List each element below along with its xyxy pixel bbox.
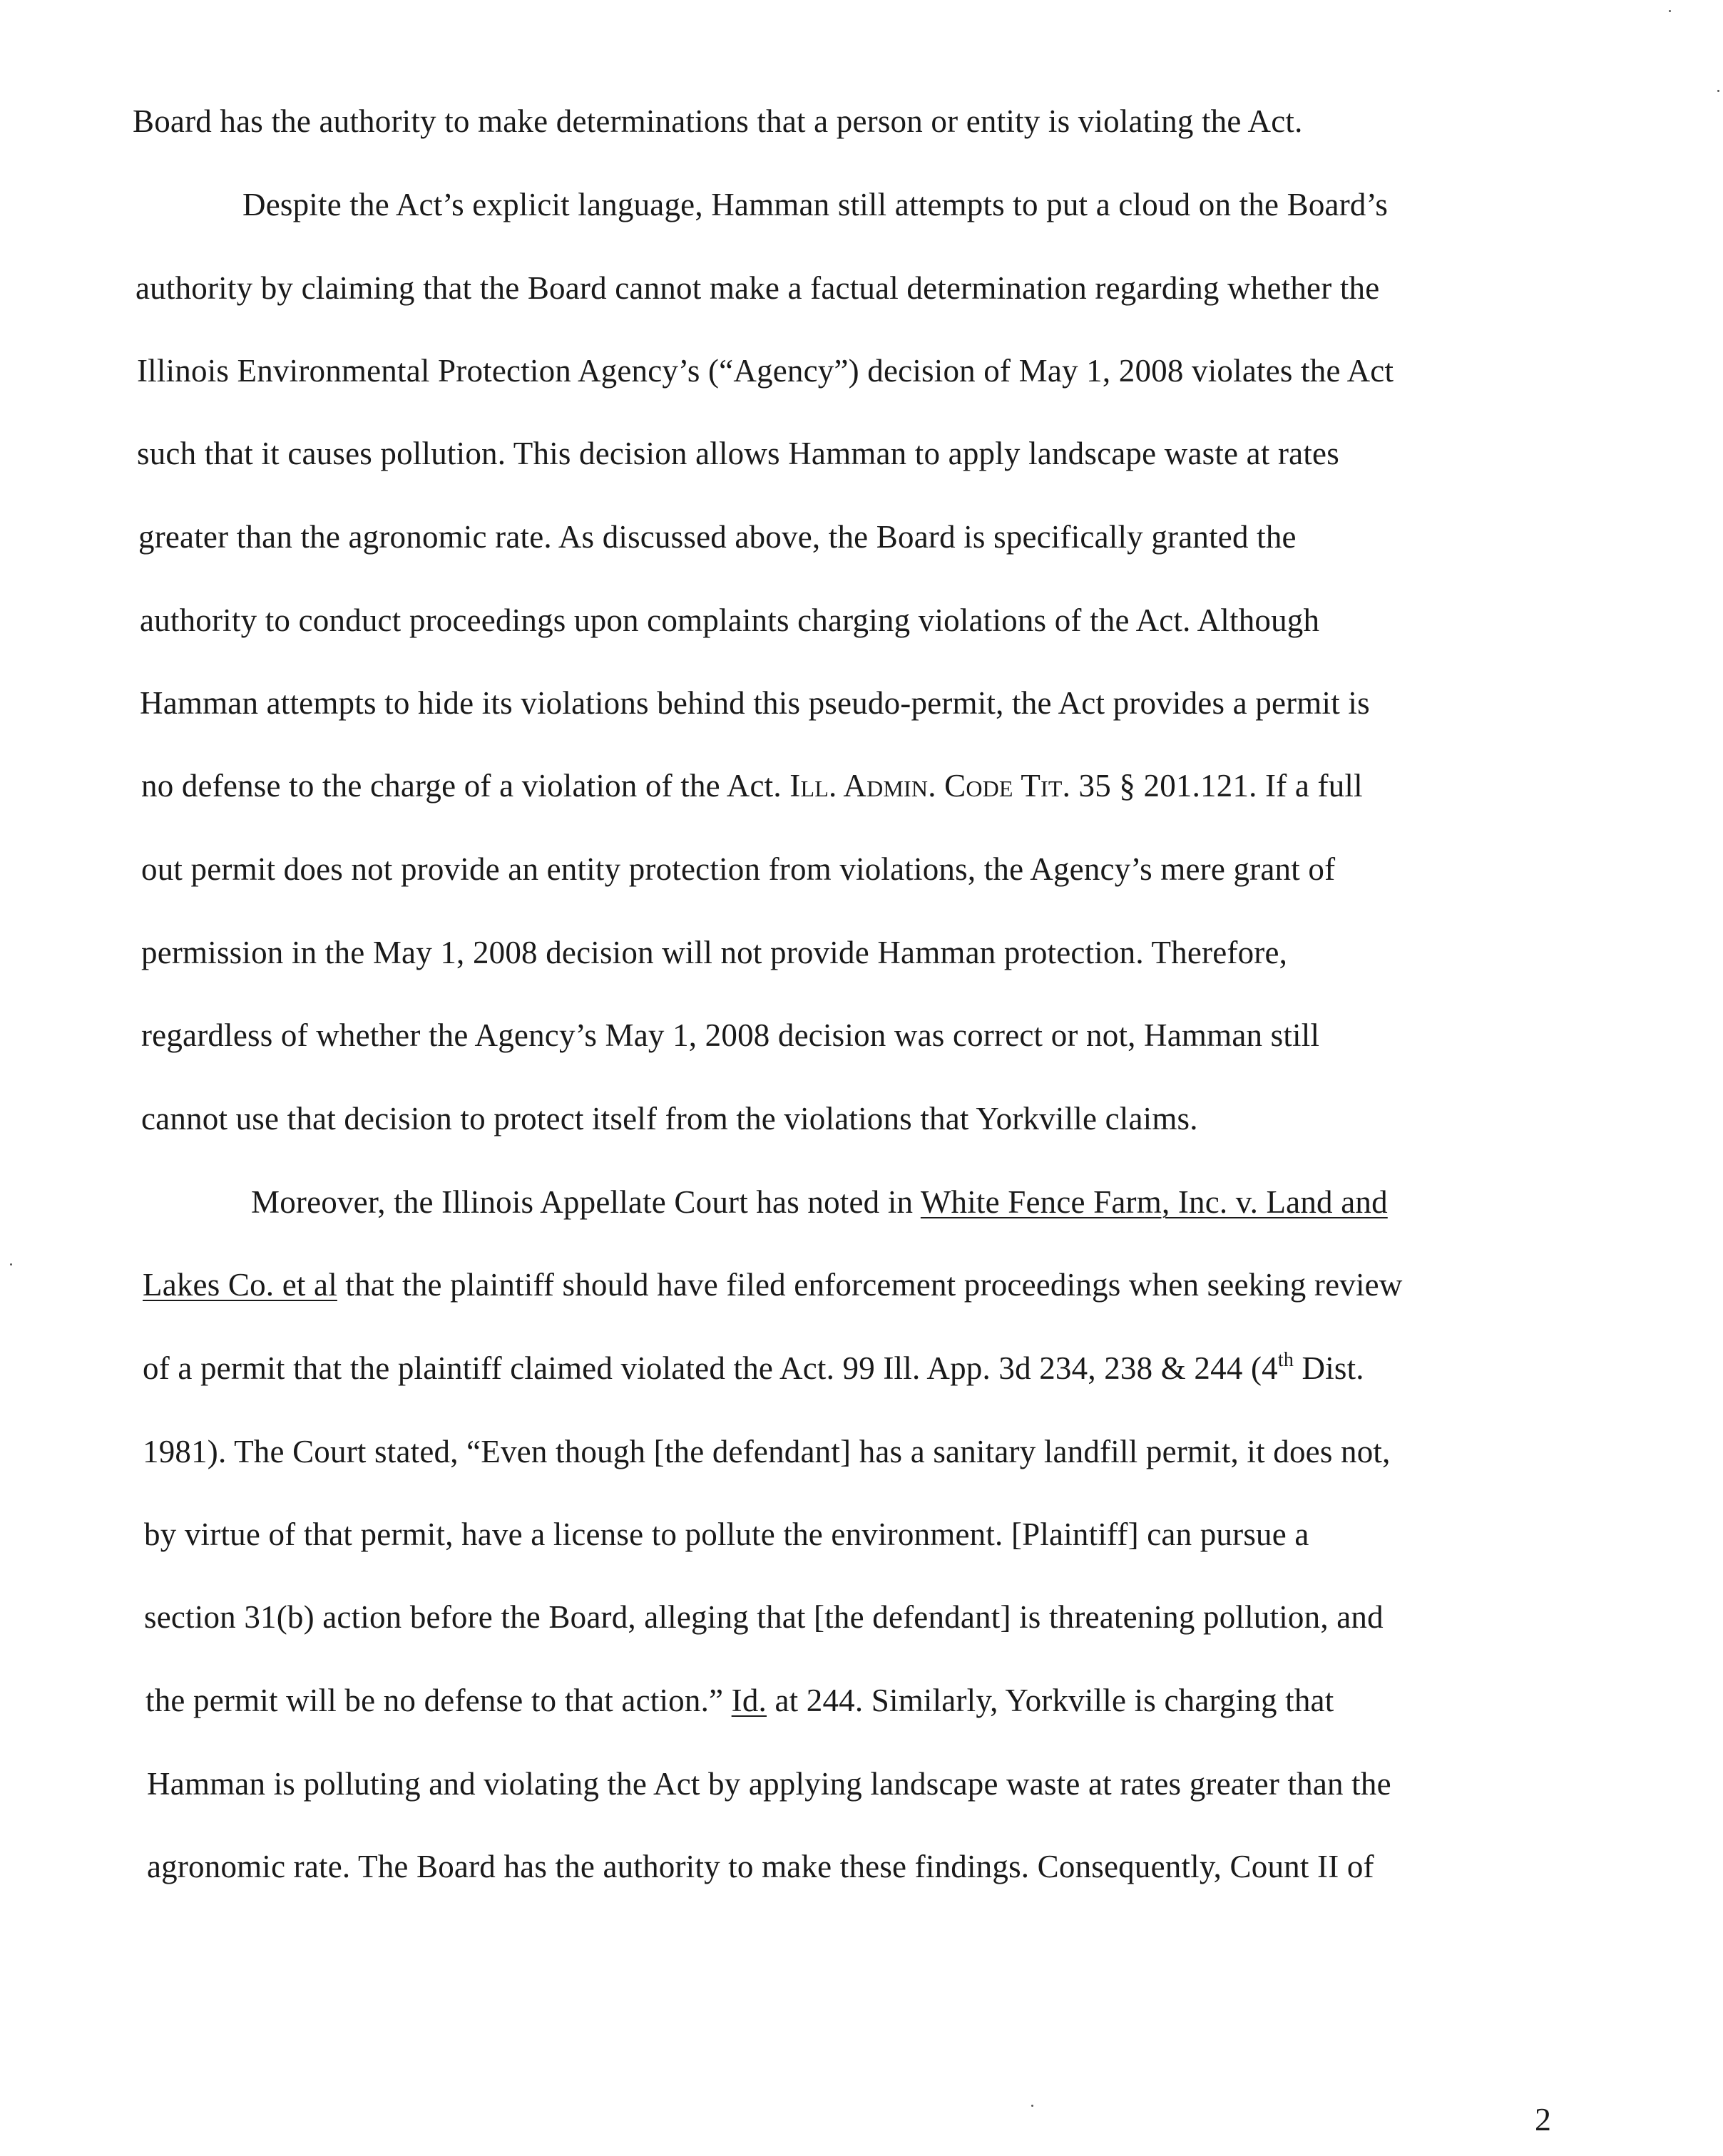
text-line-13: cannot use that decision to protect itself from the violations that Yorkville claims. [141, 1101, 1198, 1136]
text-line-15-end: that the plaintiff should have filed enforcement proceedings when seeking review [337, 1267, 1403, 1303]
text-line-16-end: Dist. [1294, 1350, 1364, 1386]
text-line-14 [251, 1182, 1388, 1222]
text-line-10: out permit does not provide an entity protection from violations, the Agency’s mere grant of [141, 851, 1336, 887]
text-line-21: Hamman is polluting and violating the Act by applying landscape waste at rates greater than the [147, 1766, 1391, 1802]
text-line-7: authority to conduct proceedings upon complaints charging violations of the Act. Although [140, 602, 1320, 638]
text-line-5: such that it causes pollution. This decision allows Hamman to apply landscape waste at rates [137, 436, 1339, 471]
text-line-12: regardless of whether the Agency’s May 1, 2008 decision was correct or not, Hamman still [141, 1017, 1320, 1053]
ordinal-superscript: th [1277, 1349, 1294, 1371]
text-line-22: agronomic rate. The Board has the authority to make these findings. Consequently, Count II of [147, 1849, 1374, 1884]
text-line-6: greater than the agronomic rate. As discussed above, the Board is specifically granted the [138, 519, 1297, 555]
text-line-9 [141, 766, 1363, 806]
text-line-4: Illinois Environmental Protection Agency’s (“Agency”) decision of May 1, 2008 violates the Act [137, 353, 1394, 389]
text-line-11: permission in the May 1, 2008 decision will not provide Hamman protection. Therefore, [141, 935, 1288, 970]
scan-speck [10, 1263, 12, 1266]
text-line-2: Despite the Act’s explicit language, Hamman still attempts to put a cloud on the Board’s [242, 187, 1389, 222]
text-line-19: section 31(b) action before the Board, alleging that [the defendant] is threatening pollution, and [144, 1599, 1384, 1635]
page-number: 2 [1535, 2101, 1551, 2137]
scan-speck [1031, 2105, 1033, 2107]
text-line-17: 1981). The Court stated, “Even though [the defendant] has a sanitary landfill permit, it does not, [143, 1434, 1391, 1469]
case-name: White Fence Farm, Inc. v. Land and [920, 1184, 1388, 1220]
text-line-14-start: Moreover, the Illinois Appellate Court has noted in [251, 1184, 921, 1220]
text-line-20 [145, 1680, 1334, 1720]
text-line-9-end: 35 § 201.121. If a full [1070, 768, 1363, 804]
text-line-1: Board has the authority to make determinations that a person or entity is violating the Act. [133, 103, 1303, 139]
text-line-8: Hamman attempts to hide its violations behind this pseudo-permit, the Act provides a permit is [140, 685, 1370, 721]
statute-citation: Ill. Admin. Code Tit. [789, 768, 1071, 804]
text-line-3: authority by claiming that the Board cannot make a factual determination regarding whether the [136, 270, 1380, 306]
case-name-continued: Lakes Co. et al [143, 1267, 337, 1303]
text-line-20-end: at 244. Similarly, Yorkville is charging that [767, 1683, 1334, 1718]
text-line-18: by virtue of that permit, have a license to pollute the environment. [Plaintiff] can pursue a [144, 1516, 1309, 1552]
id-citation: Id. [731, 1683, 767, 1718]
scan-speck [1717, 90, 1719, 92]
text-line-16-start: of a permit that the plaintiff claimed violated the Act. 99 Ill. App. 3d 234, 238 & 244 (4 [143, 1350, 1278, 1386]
scan-speck [1669, 10, 1671, 12]
text-line-15 [143, 1265, 1403, 1305]
text-line-9-start: no defense to the charge of a violation of the Act. [141, 768, 790, 804]
text-line-20-start: the permit will be no defense to that action.” [145, 1683, 732, 1718]
text-line-16 [143, 1348, 1364, 1388]
